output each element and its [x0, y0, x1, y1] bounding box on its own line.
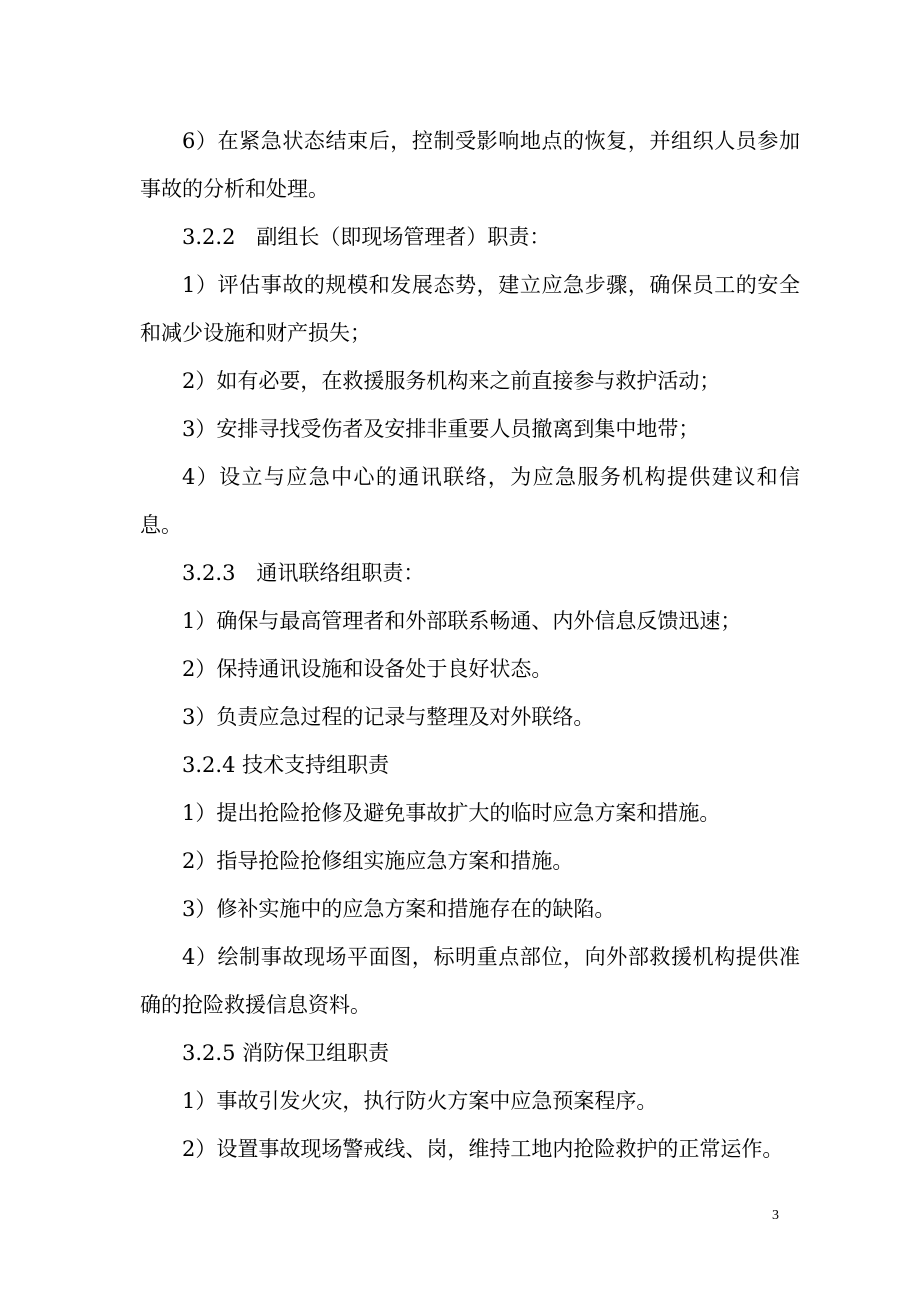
paragraph-item-4-liaison: 4）设立与应急中心的通讯联络，为应急服务机构提供建议和信息。: [140, 465, 800, 537]
paragraph-item-6-restore: 6）在紧急状态结束后，控制受影响地点的恢复，并组织人员参加事故的分析和处理。: [140, 129, 800, 201]
paragraph-item-3-records: 3）负责应急过程的记录与整理及对外联络。: [182, 705, 595, 729]
paragraph-item-1-plan: 1）提出抢险抢修及避免事故扩大的临时应急方案和措施。: [182, 801, 721, 825]
paragraph-item-2-equipment: 2）保持通讯设施和设备处于良好状态。: [182, 657, 553, 681]
paragraph-item-1-assess: 1）评估事故的规模和发展态势，建立应急步骤，确保员工的安全和减少设施和财产损失；: [140, 273, 800, 345]
page-number: 3: [772, 1208, 779, 1223]
paragraph-item-3-fix: 3）修补实施中的应急方案和措施存在的缺陷。: [182, 897, 616, 921]
paragraph-item-4-site-map: 4）绘制事故现场平面图，标明重点部位，向外部救援机构提供准确的抢险救援信息资料。: [140, 945, 800, 1017]
document-body: [140, 117, 800, 1173]
paragraph-item-2-guide: 2）指导抢险抢修组实施应急方案和措施。: [182, 849, 574, 873]
section-heading-3-2-3: 3.2.3 通讯联络组职责：: [182, 561, 425, 585]
paragraph-item-1-fire: 1）事故引发火灾，执行防火方案中应急预案程序。: [182, 1089, 658, 1113]
paragraph-item-2-rescue: 2）如有必要，在救援服务机构来之前直接参与救护活动；: [182, 369, 721, 393]
paragraph-item-1-contact: 1）确保与最高管理者和外部联系畅通、内外信息反馈迅速；: [182, 609, 742, 633]
section-heading-3-2-2: 3.2.2 副组长（即现场管理者）职责：: [182, 225, 551, 249]
paragraph-item-3-evacuate: 3）安排寻找受伤者及安排非重要人员撤离到集中地带；: [182, 417, 700, 441]
paragraph-item-2-cordon: 2）设置事故现场警戒线、岗，维持工地内抢险救护的正常运作。: [182, 1137, 784, 1161]
section-heading-3-2-5: 3.2.5 消防保卫组职责: [182, 1041, 390, 1065]
section-heading-3-2-4: 3.2.4 技术支持组职责: [182, 753, 390, 777]
